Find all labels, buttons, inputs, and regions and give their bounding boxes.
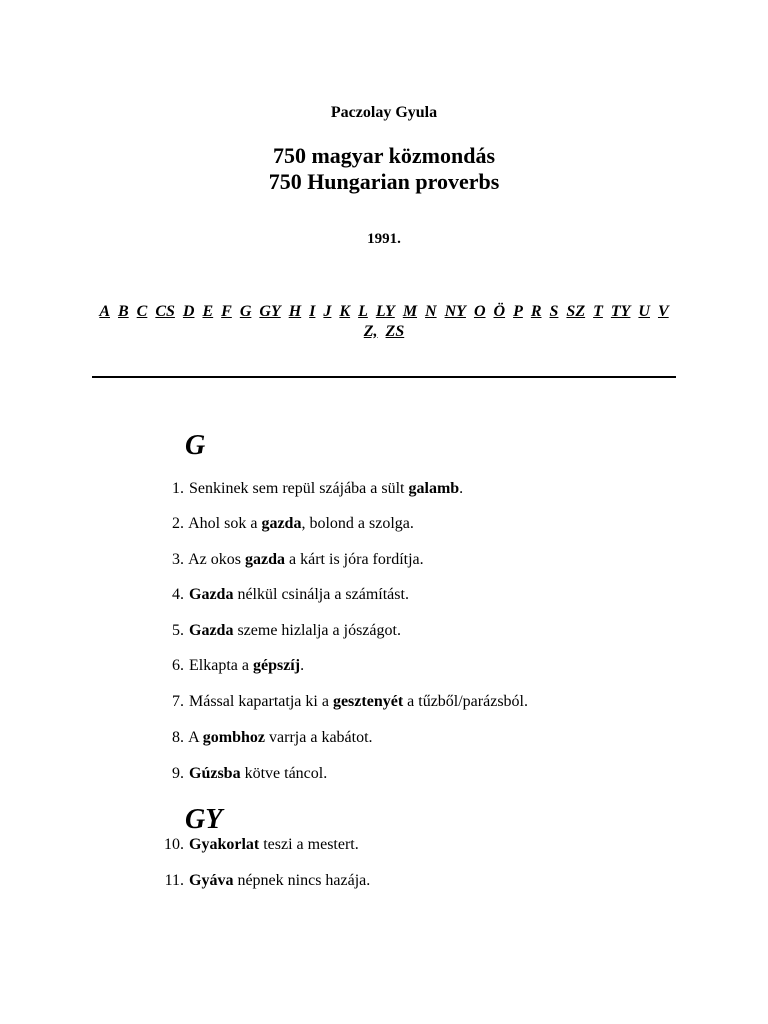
alphabet-link-u[interactable]: U xyxy=(638,303,650,320)
proverb-item xyxy=(150,765,710,783)
alphabet-link-s[interactable]: S xyxy=(549,303,559,320)
proverb-text-post: népnek nincs hazája. xyxy=(233,872,371,889)
alphabet-link-a[interactable]: A xyxy=(99,303,110,320)
proverb-item xyxy=(150,622,710,640)
proverb-keyword: gépszíj xyxy=(252,657,301,674)
alphabet-link-zs[interactable]: ZS xyxy=(385,323,405,340)
proverb-number: 9. xyxy=(172,765,184,782)
author-name: Paczolay Gyula xyxy=(330,104,438,121)
alphabet-link-c[interactable]: C xyxy=(136,303,148,320)
proverb-number: 11. xyxy=(164,872,184,889)
alphabet-link-i[interactable]: I xyxy=(309,303,316,320)
proverb-number: 10. xyxy=(164,836,184,853)
alphabet-link-gy[interactable]: GY xyxy=(259,303,281,320)
alphabet-link-m[interactable]: M xyxy=(402,303,418,320)
proverb-keyword: gesztenyét xyxy=(332,693,404,710)
proverb-text-post: . xyxy=(300,657,305,674)
alphabet-link-cs[interactable]: CS xyxy=(155,303,175,320)
proverb-keyword: Gazda xyxy=(189,586,234,603)
alphabet-link-t[interactable]: T xyxy=(593,303,603,320)
proverb-keyword: galamb xyxy=(408,480,460,497)
title-hungarian: 750 magyar közmondás xyxy=(272,143,496,168)
proverb-item xyxy=(150,872,710,890)
alphabet-link-b[interactable]: B xyxy=(118,303,129,320)
proverb-text-post: teszi a mestert. xyxy=(259,836,359,853)
alphabet-link-z[interactable]: Z, xyxy=(363,323,378,340)
alphabet-link-sz[interactable]: SZ xyxy=(566,303,586,320)
alphabet-link-d[interactable]: D xyxy=(182,303,195,320)
proverb-text-pre: Mással kapartatja ki a xyxy=(189,693,333,710)
proverb-number: 6. xyxy=(172,657,184,674)
alphabet-link-h[interactable]: H xyxy=(288,303,302,320)
section-heading-g: G xyxy=(185,430,206,461)
alphabet-index xyxy=(92,302,676,342)
proverb-number: 5. xyxy=(172,622,184,639)
proverb-number: 8. xyxy=(172,729,184,746)
proverb-text-post: a tűzből/parázsból. xyxy=(403,693,528,710)
alphabet-link-v[interactable]: V xyxy=(657,303,669,320)
proverb-number: 2. xyxy=(172,515,184,532)
proverb-text-pre: Ahol sok a xyxy=(188,515,262,532)
proverb-text-post: a kárt is jóra fordítja. xyxy=(285,551,424,568)
proverb-text-pre: Az okos xyxy=(188,551,246,568)
proverb-item xyxy=(150,586,710,604)
alphabet-link-oe[interactable]: Ö xyxy=(493,303,506,320)
proverb-text-post: szeme hizlalja a jószágot. xyxy=(233,622,401,639)
proverb-item xyxy=(150,657,710,675)
proverb-item xyxy=(150,693,710,711)
proverb-text-post: kötve táncol. xyxy=(240,765,328,782)
alphabet-link-n[interactable]: N xyxy=(425,303,437,320)
proverb-keyword: gazda xyxy=(261,515,302,532)
proverb-keyword: Gyáva xyxy=(189,872,234,889)
proverb-text-post: varrja a kabátot. xyxy=(265,729,373,746)
alphabet-link-l[interactable]: L xyxy=(358,303,368,320)
proverb-keyword: gazda xyxy=(245,551,286,568)
alphabet-link-k[interactable]: K xyxy=(339,303,351,320)
alphabet-link-e[interactable]: E xyxy=(202,303,214,320)
proverb-item xyxy=(150,515,710,533)
proverb-keyword: Gazda xyxy=(189,622,234,639)
document-title xyxy=(0,143,768,195)
publication-year: 1991. xyxy=(367,231,401,247)
alphabet-link-o[interactable]: O xyxy=(473,303,486,320)
proverb-keyword: gombhoz xyxy=(202,729,266,746)
alphabet-link-r[interactable]: R xyxy=(530,303,542,320)
proverb-text-pre: Elkapta a xyxy=(189,657,253,674)
alphabet-link-g[interactable]: G xyxy=(239,303,252,320)
alphabet-link-ty[interactable]: TY xyxy=(610,303,631,320)
proverb-text-pre: Senkinek sem repül szájába a sült xyxy=(189,480,409,497)
proverb-number: 7. xyxy=(172,693,184,710)
proverb-number: 4. xyxy=(172,586,184,603)
title-english: 750 Hungarian proverbs xyxy=(268,169,500,194)
alphabet-link-ly[interactable]: LY xyxy=(375,303,395,320)
proverb-keyword: Gyakorlat xyxy=(189,836,260,853)
proverb-text-pre: A xyxy=(188,729,203,746)
section-heading-gy: GY xyxy=(185,804,223,835)
proverb-keyword: Gúzsba xyxy=(189,765,241,782)
proverb-text-post: nélkül csinálja a számítást. xyxy=(233,586,409,603)
proverb-number: 1. xyxy=(172,480,184,497)
proverb-text-post: , bolond a szolga. xyxy=(301,515,414,532)
proverb-item xyxy=(150,480,710,498)
proverb-item xyxy=(150,551,710,569)
alphabet-link-j[interactable]: J xyxy=(323,303,332,320)
proverb-item xyxy=(150,836,710,854)
alphabet-link-p[interactable]: P xyxy=(513,303,523,320)
alphabet-link-f[interactable]: F xyxy=(221,303,232,320)
proverb-number: 3. xyxy=(172,551,184,568)
proverb-item xyxy=(150,729,710,747)
horizontal-divider xyxy=(92,376,676,378)
proverb-text-post: . xyxy=(459,480,464,497)
alphabet-link-ny[interactable]: NY xyxy=(444,303,466,320)
